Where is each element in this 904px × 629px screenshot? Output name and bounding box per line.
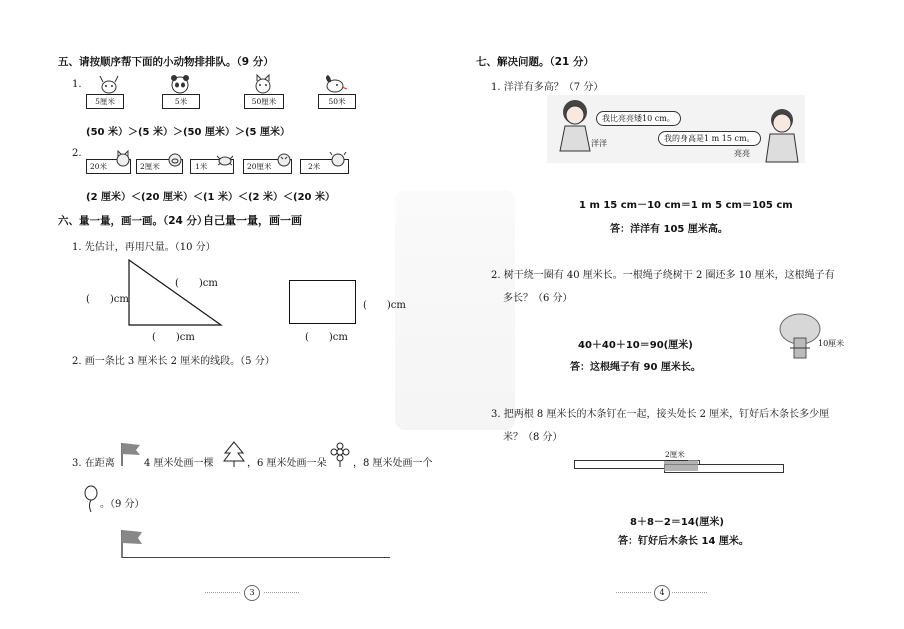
length-box: 1米: [190, 159, 234, 174]
triangle-hyp-blank: ( )cm: [175, 278, 218, 289]
page-footer-rule: [616, 592, 651, 594]
rope-question-line1: 2. 树干绕一圈有 40 厘米长。一根绳子绕树干 2 圈还多 10 厘米，这根绳子有: [491, 270, 835, 281]
section6-title: 六、量一量，画一画。（24 分）: [58, 215, 208, 227]
speech-bubble: 我比亮亮矮10 cm。: [596, 111, 681, 126]
distance-question-score: 。（9 分）: [100, 499, 145, 510]
height-answer: 答：洋洋有 105 厘米高。: [610, 224, 728, 235]
panda-icon: [167, 73, 193, 95]
length-box: 5厘米: [86, 94, 124, 109]
balloon-icon: [82, 485, 100, 513]
height-question: 1. 洋洋有多高？（7 分）: [491, 82, 604, 93]
rope-question-line2: 多长？（6 分）: [503, 293, 573, 304]
right-triangle: [126, 257, 226, 329]
measure-question: 1. 先估计，再用尺量。（10 分）: [72, 242, 216, 253]
page-number: 3: [244, 585, 260, 601]
page-footer-rule: [672, 592, 707, 594]
draw-line-question: 2. 画一条比 3 厘米长 2 厘米的线段。（5 分）: [72, 356, 275, 367]
cat-icon: [113, 150, 133, 168]
flower-icon: [328, 442, 352, 468]
watermark: [395, 190, 515, 430]
flag-icon: [118, 528, 148, 560]
rope-calculation: 40＋40＋10＝90(厘米): [578, 340, 693, 351]
q1-number: 1.: [72, 79, 82, 90]
dog-icon: [322, 73, 350, 95]
length-box: 50厘米: [244, 94, 284, 109]
boy-name: 亮亮: [734, 149, 750, 158]
length-box: 5米: [162, 94, 200, 109]
distance-question-part3: ，6 厘米处画一朵: [247, 458, 327, 469]
rect-base-blank: ( )cm: [305, 332, 348, 343]
rope-answer: 答：这根绳子有 90 厘米长。: [570, 362, 701, 373]
rect-side-blank: ( )cm: [363, 300, 406, 311]
rectangle-shape: [289, 280, 356, 324]
boy-icon: [758, 106, 806, 164]
girl-name: 洋洋: [591, 139, 607, 148]
overlap-label: 2厘米: [662, 449, 688, 461]
distance-question-part4: ，8 厘米处画一个: [353, 458, 433, 469]
cat-icon: [250, 73, 276, 95]
crab-icon: [214, 150, 236, 168]
flag-icon: [118, 441, 144, 467]
height-calculation: 1 m 15 cm－10 cm＝1 m 5 cm＝105 cm: [579, 200, 793, 211]
q2-answer: (2 厘米）＜(20 厘米）＜(1 米）＜(2 米）＜(20 米）: [86, 192, 335, 203]
q2-number: 2.: [72, 148, 82, 159]
length-box: 2厘米: [136, 159, 183, 174]
wood-question-line1: 3. 把两根 8 厘米长的木条钉在一起，接头处长 2 厘米，钉好后木条长多少厘: [491, 409, 830, 420]
page-footer-rule: [205, 592, 240, 594]
tree-trunk-icon: [776, 312, 826, 362]
tree-icon: [222, 440, 246, 468]
page-footer-rule: [264, 592, 299, 594]
q1-answer: (50 米）＞(5 米）＞(50 厘米）＞(5 厘米）: [86, 127, 290, 138]
length-box: 20米: [86, 159, 131, 174]
pig-icon: [165, 150, 185, 168]
section7-title: 七、解决问题。（21 分）: [476, 56, 595, 68]
triangle-base-blank: ( )cm: [152, 332, 195, 343]
page-number: 4: [654, 585, 670, 601]
length-box: 20厘米: [243, 159, 292, 174]
wood-calculation: 8＋8－2＝14(厘米): [630, 517, 724, 528]
tiger-icon: [274, 150, 294, 168]
length-box: 50米: [318, 94, 356, 109]
length-box: 2米: [300, 159, 349, 174]
distance-question-part1: 3. 在距离: [72, 458, 115, 469]
wood-answer: 答：钉好后木条长 14 厘米。: [618, 536, 749, 547]
triangle-left-blank: ( )cm: [86, 294, 129, 305]
goat-icon: [96, 73, 122, 95]
section5-title: 五、请按顺序帮下面的小动物排排队。（9 分）: [58, 56, 274, 68]
tree-label: 10厘米: [818, 339, 845, 348]
speech-bubble: 我的身高是1 m 15 cm。: [658, 131, 761, 146]
wood-question-line2: 米？（8 分）: [503, 432, 563, 443]
overlap-region: [664, 460, 698, 471]
cow-icon: [328, 150, 348, 168]
distance-question-part2: 4 厘米处画一棵: [144, 458, 214, 469]
section6-handwritten-note: 自己量一量，画一画: [203, 214, 302, 227]
baseline-line: [122, 557, 390, 558]
